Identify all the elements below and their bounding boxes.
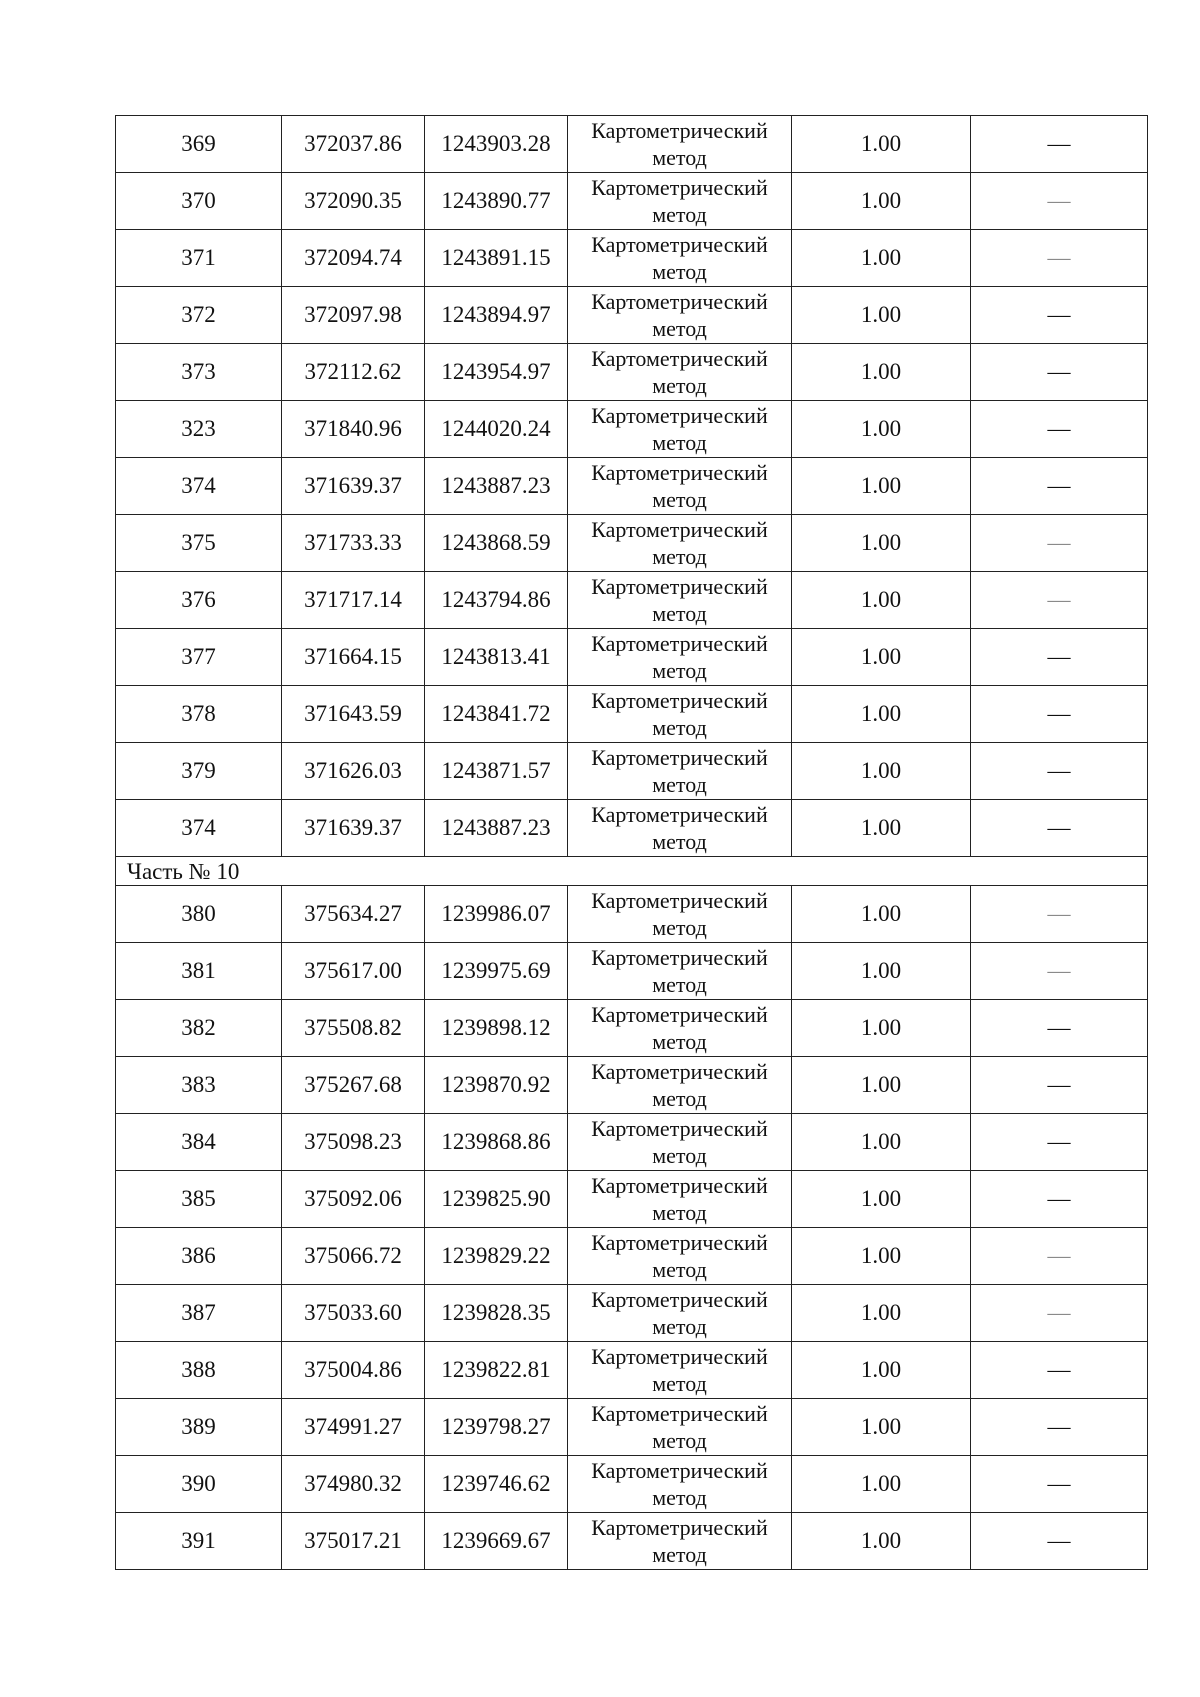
x-coordinate-cell: 372112.62 <box>282 344 425 401</box>
table-row <box>116 629 1148 686</box>
table-row <box>116 1228 1148 1285</box>
point-number-cell: 372 <box>116 287 282 344</box>
y-coordinate-cell: 1243813.41 <box>425 629 568 686</box>
x-coordinate-cell: 371639.37 <box>282 800 425 857</box>
table-row <box>116 743 1148 800</box>
method-cell: Картометрический метод <box>568 572 792 629</box>
description-cell: — <box>971 458 1148 515</box>
accuracy-cell: 1.00 <box>792 173 971 230</box>
description-cell: — <box>971 743 1148 800</box>
y-coordinate-cell: 1243887.23 <box>425 800 568 857</box>
y-coordinate-cell: 1239986.07 <box>425 886 568 943</box>
coordinates-table-body <box>116 116 1148 1570</box>
x-coordinate-cell: 371733.33 <box>282 515 425 572</box>
point-number-cell: 388 <box>116 1342 282 1399</box>
table-row <box>116 1114 1148 1171</box>
description-cell: — <box>971 1399 1148 1456</box>
description-cell: — <box>971 1000 1148 1057</box>
table-row <box>116 1456 1148 1513</box>
method-cell: Картометрический метод <box>568 800 792 857</box>
y-coordinate-cell: 1243894.97 <box>425 287 568 344</box>
x-coordinate-cell: 371643.59 <box>282 686 425 743</box>
table-row <box>116 1513 1148 1570</box>
table-row <box>116 1399 1148 1456</box>
point-number-cell: 380 <box>116 886 282 943</box>
description-cell: — <box>971 1513 1148 1570</box>
description-cell: — <box>971 572 1148 629</box>
x-coordinate-cell: 375617.00 <box>282 943 425 1000</box>
method-cell: Картометрический метод <box>568 401 792 458</box>
point-number-cell: 376 <box>116 572 282 629</box>
point-number-cell: 374 <box>116 458 282 515</box>
description-cell: — <box>971 1228 1148 1285</box>
accuracy-cell: 1.00 <box>792 344 971 401</box>
point-number-cell: 381 <box>116 943 282 1000</box>
description-cell: — <box>971 686 1148 743</box>
x-coordinate-cell: 371626.03 <box>282 743 425 800</box>
point-number-cell: 390 <box>116 1456 282 1513</box>
x-coordinate-cell: 374980.32 <box>282 1456 425 1513</box>
table-row <box>116 116 1148 173</box>
y-coordinate-cell: 1239829.22 <box>425 1228 568 1285</box>
table-row <box>116 1000 1148 1057</box>
accuracy-cell: 1.00 <box>792 1057 971 1114</box>
coordinates-table <box>115 115 1148 1570</box>
x-coordinate-cell: 372090.35 <box>282 173 425 230</box>
x-coordinate-cell: 375098.23 <box>282 1114 425 1171</box>
x-coordinate-cell: 375508.82 <box>282 1000 425 1057</box>
x-coordinate-cell: 371840.96 <box>282 401 425 458</box>
y-coordinate-cell: 1239798.27 <box>425 1399 568 1456</box>
y-coordinate-cell: 1243903.28 <box>425 116 568 173</box>
x-coordinate-cell: 371717.14 <box>282 572 425 629</box>
method-cell: Картометрический метод <box>568 1114 792 1171</box>
description-cell: — <box>971 943 1148 1000</box>
x-coordinate-cell: 375004.86 <box>282 1342 425 1399</box>
point-number-cell: 378 <box>116 686 282 743</box>
x-coordinate-cell: 371664.15 <box>282 629 425 686</box>
section-header-row <box>116 857 1148 886</box>
accuracy-cell: 1.00 <box>792 1399 971 1456</box>
x-coordinate-cell: 375066.72 <box>282 1228 425 1285</box>
table-row <box>116 230 1148 287</box>
method-cell: Картометрический метод <box>568 515 792 572</box>
method-cell: Картометрический метод <box>568 230 792 287</box>
accuracy-cell: 1.00 <box>792 686 971 743</box>
method-cell: Картометрический метод <box>568 287 792 344</box>
x-coordinate-cell: 375017.21 <box>282 1513 425 1570</box>
y-coordinate-cell: 1239975.69 <box>425 943 568 1000</box>
description-cell: — <box>971 344 1148 401</box>
section-label: Часть № 10 <box>116 857 1148 886</box>
description-cell: — <box>971 1456 1148 1513</box>
point-number-cell: 383 <box>116 1057 282 1114</box>
description-cell: — <box>971 1057 1148 1114</box>
y-coordinate-cell: 1239868.86 <box>425 1114 568 1171</box>
description-cell: — <box>971 800 1148 857</box>
table-row <box>116 1342 1148 1399</box>
y-coordinate-cell: 1239828.35 <box>425 1285 568 1342</box>
method-cell: Картометрический метод <box>568 943 792 1000</box>
method-cell: Картометрический метод <box>568 743 792 800</box>
description-cell: — <box>971 886 1148 943</box>
y-coordinate-cell: 1239825.90 <box>425 1171 568 1228</box>
method-cell: Картометрический метод <box>568 1399 792 1456</box>
method-cell: Картометрический метод <box>568 458 792 515</box>
point-number-cell: 387 <box>116 1285 282 1342</box>
method-cell: Картометрический метод <box>568 1456 792 1513</box>
description-cell: — <box>971 1342 1148 1399</box>
method-cell: Картометрический метод <box>568 1057 792 1114</box>
accuracy-cell: 1.00 <box>792 287 971 344</box>
description-cell: — <box>971 401 1148 458</box>
method-cell: Картометрический метод <box>568 1000 792 1057</box>
x-coordinate-cell: 374991.27 <box>282 1399 425 1456</box>
table-row <box>116 515 1148 572</box>
method-cell: Картометрический метод <box>568 1228 792 1285</box>
point-number-cell: 323 <box>116 401 282 458</box>
accuracy-cell: 1.00 <box>792 886 971 943</box>
accuracy-cell: 1.00 <box>792 629 971 686</box>
method-cell: Картометрический метод <box>568 1285 792 1342</box>
accuracy-cell: 1.00 <box>792 572 971 629</box>
method-cell: Картометрический метод <box>568 116 792 173</box>
y-coordinate-cell: 1243841.72 <box>425 686 568 743</box>
table-row <box>116 943 1148 1000</box>
x-coordinate-cell: 375267.68 <box>282 1057 425 1114</box>
x-coordinate-cell: 375634.27 <box>282 886 425 943</box>
point-number-cell: 379 <box>116 743 282 800</box>
description-cell: — <box>971 287 1148 344</box>
table-row <box>116 572 1148 629</box>
description-cell: — <box>971 116 1148 173</box>
point-number-cell: 386 <box>116 1228 282 1285</box>
accuracy-cell: 1.00 <box>792 458 971 515</box>
x-coordinate-cell: 375033.60 <box>282 1285 425 1342</box>
accuracy-cell: 1.00 <box>792 230 971 287</box>
description-cell: — <box>971 1114 1148 1171</box>
method-cell: Картометрический метод <box>568 886 792 943</box>
y-coordinate-cell: 1239898.12 <box>425 1000 568 1057</box>
point-number-cell: 391 <box>116 1513 282 1570</box>
description-cell: — <box>971 1171 1148 1228</box>
point-number-cell: 377 <box>116 629 282 686</box>
table-row <box>116 458 1148 515</box>
table-row <box>116 686 1148 743</box>
point-number-cell: 384 <box>116 1114 282 1171</box>
y-coordinate-cell: 1243890.77 <box>425 173 568 230</box>
accuracy-cell: 1.00 <box>792 1000 971 1057</box>
point-number-cell: 382 <box>116 1000 282 1057</box>
accuracy-cell: 1.00 <box>792 116 971 173</box>
table-row <box>116 173 1148 230</box>
point-number-cell: 375 <box>116 515 282 572</box>
description-cell: — <box>971 230 1148 287</box>
x-coordinate-cell: 372097.98 <box>282 287 425 344</box>
y-coordinate-cell: 1239822.81 <box>425 1342 568 1399</box>
y-coordinate-cell: 1243794.86 <box>425 572 568 629</box>
table-row <box>116 287 1148 344</box>
x-coordinate-cell: 372094.74 <box>282 230 425 287</box>
point-number-cell: 374 <box>116 800 282 857</box>
table-row <box>116 1057 1148 1114</box>
y-coordinate-cell: 1239669.67 <box>425 1513 568 1570</box>
accuracy-cell: 1.00 <box>792 515 971 572</box>
description-cell: — <box>971 515 1148 572</box>
method-cell: Картометрический метод <box>568 1342 792 1399</box>
accuracy-cell: 1.00 <box>792 743 971 800</box>
table-row <box>116 886 1148 943</box>
accuracy-cell: 1.00 <box>792 800 971 857</box>
accuracy-cell: 1.00 <box>792 1228 971 1285</box>
accuracy-cell: 1.00 <box>792 1513 971 1570</box>
accuracy-cell: 1.00 <box>792 1114 971 1171</box>
y-coordinate-cell: 1243868.59 <box>425 515 568 572</box>
accuracy-cell: 1.00 <box>792 943 971 1000</box>
method-cell: Картометрический метод <box>568 1171 792 1228</box>
x-coordinate-cell: 372037.86 <box>282 116 425 173</box>
point-number-cell: 373 <box>116 344 282 401</box>
x-coordinate-cell: 371639.37 <box>282 458 425 515</box>
point-number-cell: 385 <box>116 1171 282 1228</box>
y-coordinate-cell: 1243954.97 <box>425 344 568 401</box>
point-number-cell: 389 <box>116 1399 282 1456</box>
y-coordinate-cell: 1243887.23 <box>425 458 568 515</box>
point-number-cell: 371 <box>116 230 282 287</box>
y-coordinate-cell: 1243891.15 <box>425 230 568 287</box>
y-coordinate-cell: 1239870.92 <box>425 1057 568 1114</box>
y-coordinate-cell: 1244020.24 <box>425 401 568 458</box>
accuracy-cell: 1.00 <box>792 1342 971 1399</box>
accuracy-cell: 1.00 <box>792 1456 971 1513</box>
point-number-cell: 370 <box>116 173 282 230</box>
method-cell: Картометрический метод <box>568 1513 792 1570</box>
table-row <box>116 800 1148 857</box>
table-row <box>116 1285 1148 1342</box>
description-cell: — <box>971 173 1148 230</box>
accuracy-cell: 1.00 <box>792 401 971 458</box>
method-cell: Картометрический метод <box>568 173 792 230</box>
method-cell: Картометрический метод <box>568 686 792 743</box>
table-row <box>116 1171 1148 1228</box>
x-coordinate-cell: 375092.06 <box>282 1171 425 1228</box>
method-cell: Картометрический метод <box>568 344 792 401</box>
accuracy-cell: 1.00 <box>792 1171 971 1228</box>
accuracy-cell: 1.00 <box>792 1285 971 1342</box>
table-row <box>116 401 1148 458</box>
y-coordinate-cell: 1243871.57 <box>425 743 568 800</box>
point-number-cell: 369 <box>116 116 282 173</box>
description-cell: — <box>971 629 1148 686</box>
table-row <box>116 344 1148 401</box>
method-cell: Картометрический метод <box>568 629 792 686</box>
description-cell: — <box>971 1285 1148 1342</box>
y-coordinate-cell: 1239746.62 <box>425 1456 568 1513</box>
